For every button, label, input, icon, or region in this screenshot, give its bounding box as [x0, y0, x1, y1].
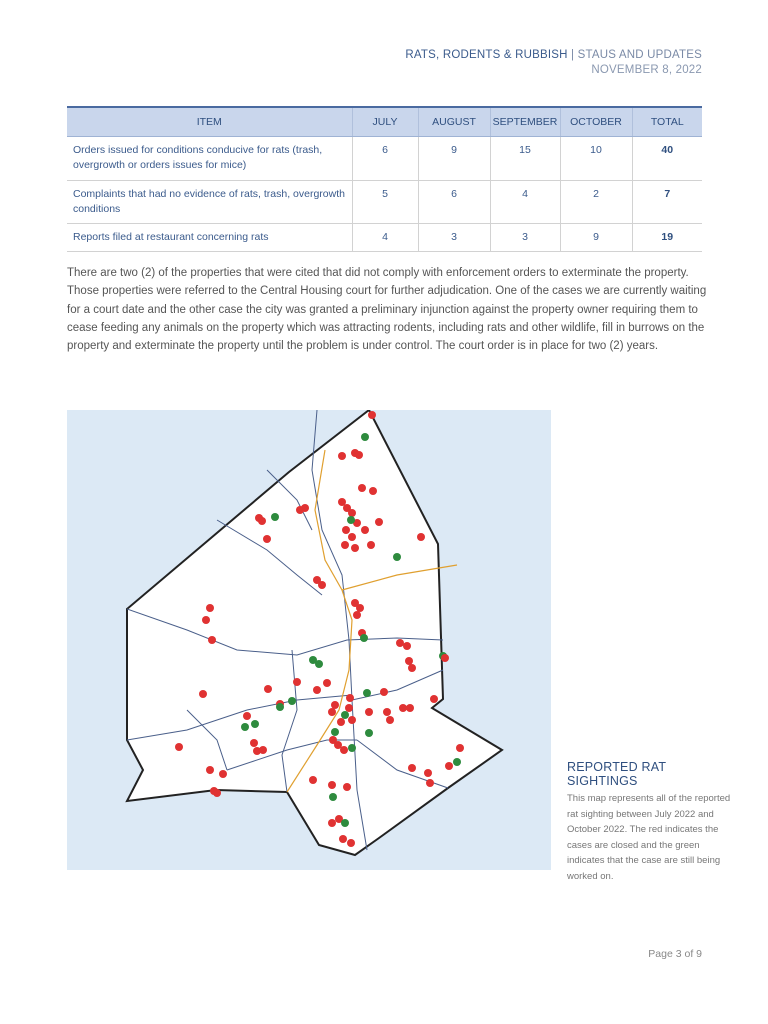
closed-sighting-marker — [219, 770, 227, 778]
closed-sighting-marker — [343, 783, 351, 791]
open-sighting-marker — [341, 711, 349, 719]
open-sighting-marker — [347, 516, 355, 524]
cell-august: 3 — [418, 224, 490, 252]
column-header-july: JULY — [352, 107, 418, 137]
cell-october: 2 — [560, 181, 632, 224]
closed-sighting-marker — [408, 664, 416, 672]
closed-sighting-marker — [348, 509, 356, 517]
closed-sighting-marker — [367, 541, 375, 549]
open-sighting-marker — [365, 729, 373, 737]
closed-sighting-marker — [346, 694, 354, 702]
legend-description: This map represents all of the reported rat sighting between July 2022 and October 2022. The red indicates the cases are closed and the green indicates that the case are still being worked on. — [567, 793, 731, 882]
header-title — [405, 48, 702, 63]
header-date: NOVEMBER 8, 2022 — [591, 64, 702, 76]
closed-sighting-marker — [348, 716, 356, 724]
closed-sighting-marker — [355, 451, 363, 459]
closed-sighting-marker — [405, 657, 413, 665]
closed-sighting-marker — [365, 708, 373, 716]
closed-sighting-marker — [396, 639, 404, 647]
legend-title: REPORTED RAT SIGHTINGS — [567, 760, 666, 788]
column-header-october: OCTOBER — [560, 107, 632, 137]
open-sighting-marker — [453, 758, 461, 766]
map-graphic — [67, 410, 551, 870]
open-sighting-marker — [251, 720, 259, 728]
page-number: Page 3 of 9 — [648, 948, 702, 960]
closed-sighting-marker — [375, 518, 383, 526]
closed-sighting-marker — [296, 506, 304, 514]
cell-item: Reports filed at restaurant concerning rats — [67, 224, 352, 252]
closed-sighting-marker — [328, 781, 336, 789]
closed-sighting-marker — [309, 776, 317, 784]
closed-sighting-marker — [258, 517, 266, 525]
closed-sighting-marker — [399, 704, 407, 712]
cell-total: 7 — [632, 181, 702, 224]
closed-sighting-marker — [342, 526, 350, 534]
closed-sighting-marker — [361, 526, 369, 534]
closed-sighting-marker — [345, 704, 353, 712]
closed-sighting-marker — [337, 718, 345, 726]
closed-sighting-marker — [380, 688, 388, 696]
closed-sighting-marker — [408, 764, 416, 772]
cell-september: 15 — [490, 137, 560, 181]
closed-sighting-marker — [356, 604, 364, 612]
header-title-main: RATS, RODENTS & RUBBISH — [405, 49, 568, 61]
column-header-september: SEPTEMBER — [490, 107, 560, 137]
closed-sighting-marker — [202, 616, 210, 624]
closed-sighting-marker — [264, 685, 272, 693]
open-sighting-marker — [331, 728, 339, 736]
closed-sighting-marker — [323, 679, 331, 687]
closed-sighting-marker — [293, 678, 301, 686]
closed-sighting-marker — [417, 533, 425, 541]
closed-sighting-marker — [347, 839, 355, 847]
open-sighting-marker — [315, 660, 323, 668]
header-title-sub: | STAUS AND UPDATES — [567, 49, 702, 61]
closed-sighting-marker — [175, 743, 183, 751]
cell-total: 19 — [632, 224, 702, 252]
open-sighting-marker — [361, 433, 369, 441]
open-sighting-marker — [288, 697, 296, 705]
closed-sighting-marker — [406, 704, 414, 712]
cell-item: Orders issued for conditions conducive for rats (trash, overgrowth or orders issues for mice) — [67, 137, 352, 181]
closed-sighting-marker — [353, 611, 361, 619]
closed-sighting-marker — [206, 604, 214, 612]
cell-total: 40 — [632, 137, 702, 181]
cell-september: 4 — [490, 181, 560, 224]
column-header-august: AUGUST — [418, 107, 490, 137]
closed-sighting-marker — [430, 695, 438, 703]
map-legend — [567, 760, 737, 884]
open-sighting-marker — [363, 689, 371, 697]
closed-sighting-marker — [338, 452, 346, 460]
cell-august: 9 — [418, 137, 490, 181]
table-row — [67, 224, 702, 252]
column-header-item: ITEM — [67, 107, 352, 137]
cell-august: 6 — [418, 181, 490, 224]
city-boundary — [127, 410, 502, 855]
closed-sighting-marker — [348, 533, 356, 541]
closed-sighting-marker — [424, 769, 432, 777]
closed-sighting-marker — [243, 712, 251, 720]
closed-sighting-marker — [403, 642, 411, 650]
open-sighting-marker — [360, 634, 368, 642]
closed-sighting-marker — [341, 541, 349, 549]
closed-sighting-marker — [456, 744, 464, 752]
open-sighting-marker — [393, 553, 401, 561]
rat-sightings-map — [67, 410, 551, 870]
closed-sighting-marker — [331, 701, 339, 709]
cell-october: 9 — [560, 224, 632, 252]
closed-sighting-marker — [445, 762, 453, 770]
closed-sighting-marker — [199, 690, 207, 698]
open-sighting-marker — [241, 723, 249, 731]
closed-sighting-marker — [386, 716, 394, 724]
closed-sighting-marker — [318, 581, 326, 589]
closed-sighting-marker — [351, 544, 359, 552]
page-header — [405, 48, 702, 78]
closed-sighting-marker — [368, 411, 376, 419]
closed-sighting-marker — [358, 484, 366, 492]
closed-sighting-marker — [328, 708, 336, 716]
closed-sighting-marker — [328, 819, 336, 827]
cell-july: 4 — [352, 224, 418, 252]
column-header-total: TOTAL — [632, 107, 702, 137]
closed-sighting-marker — [206, 766, 214, 774]
closed-sighting-marker — [441, 654, 449, 662]
open-sighting-marker — [276, 703, 284, 711]
closed-sighting-marker — [263, 535, 271, 543]
cell-october: 10 — [560, 137, 632, 181]
closed-sighting-marker — [250, 739, 258, 747]
cell-september: 3 — [490, 224, 560, 252]
closed-sighting-marker — [383, 708, 391, 716]
cell-july: 6 — [352, 137, 418, 181]
open-sighting-marker — [329, 793, 337, 801]
closed-sighting-marker — [208, 636, 216, 644]
open-sighting-marker — [271, 513, 279, 521]
table-row — [67, 181, 702, 224]
closed-sighting-marker — [259, 746, 267, 754]
table-row — [67, 137, 702, 181]
closed-sighting-marker — [426, 779, 434, 787]
closed-sighting-marker — [213, 789, 221, 797]
closed-sighting-marker — [313, 686, 321, 694]
closed-sighting-marker — [339, 835, 347, 843]
cell-july: 5 — [352, 181, 418, 224]
closed-sighting-marker — [369, 487, 377, 495]
table-header-row — [67, 107, 702, 137]
rat-statistics-table — [67, 106, 702, 252]
cell-item: Complaints that had no evidence of rats, trash, overgrowth conditions — [67, 181, 352, 224]
open-sighting-marker — [348, 744, 356, 752]
enforcement-paragraph: There are two (2) of the properties that were cited that did not comply with enforcement orders to exterminate the property. Those properties were referred to the Central Housing court for further adjudication. One of the cases we are currently waiting for a court date and the other case the city was granted a preliminary injunction against the property owner requiring them to cease feeding any animals on the property which was attracting rodents, including rats and other wildlife, fill in burrows on the property and exterminate the property until the problem is under control. The court order is in place for two (2) years. — [67, 267, 707, 353]
open-sighting-marker — [341, 819, 349, 827]
closed-sighting-marker — [340, 746, 348, 754]
